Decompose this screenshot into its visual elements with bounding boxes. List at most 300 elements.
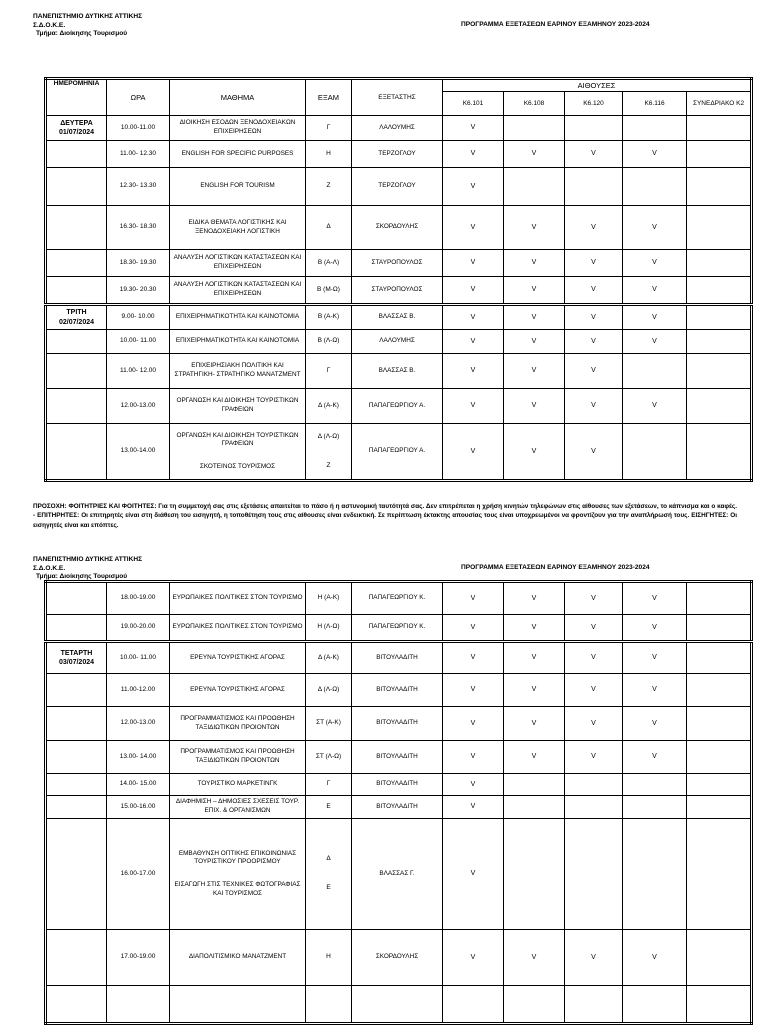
school-name: Σ.Δ.Ο.Κ.Ε.	[33, 21, 66, 29]
semester-cell	[306, 141, 352, 168]
room-header: ΣΥΝΕΔΡΙΑΚΟ Κ2	[687, 92, 752, 116]
room-check-cell: V	[504, 707, 565, 741]
school-name: Σ.Δ.Ο.Κ.Ε.	[33, 564, 66, 572]
room-check-cell: V	[504, 277, 565, 305]
schedule-row	[46, 674, 752, 707]
schedule-row	[46, 330, 752, 354]
date-cell	[46, 819, 107, 930]
room-check-cell	[565, 774, 623, 796]
course-name: ENGLISH FOR SPECIFIC PURPOSES	[181, 149, 294, 157]
room-check-cell	[687, 642, 752, 674]
room-header: Κ6.116	[623, 92, 687, 116]
course-cell	[170, 930, 306, 986]
room-check-cell: V	[443, 168, 504, 206]
semester-code: Ε	[326, 802, 331, 810]
semester-cell	[306, 796, 352, 819]
room-check-cell: V	[565, 930, 623, 986]
room-check-cell: V	[504, 582, 565, 615]
course-cell	[170, 389, 306, 424]
schedule-table-page2	[44, 580, 753, 1025]
course-cell	[170, 424, 306, 481]
course-name: ΑΝΑΛΥΣΗ ΛΟΓΙΣΤΙΚΩΝ ΚΑΤΑΣΤΑΣΕΩΝ ΚΑΙ ΕΠΙΧΕΙΡΗΣΕΩΝ	[173, 254, 302, 270]
semester-cell	[306, 819, 352, 930]
date-cell	[46, 707, 107, 741]
semester-code: ΣΤ (Λ-Ω)	[315, 752, 342, 760]
semester-code: Β (Α-Λ)	[317, 258, 340, 266]
course-name: ΕΙΔΙΚΑ ΘΕΜΑΤΑ ΛΟΓΙΣΤΙΚΗΣ ΚΑΙ ΞΕΝΟΔΟΧΕΙΑΚΗ ΛΟΓΙΣΤΙΚΗ	[188, 218, 287, 235]
exam-notice: ΠΡΟΣΟΧΗ: ΦΟΙΤΗΤΡΙΕΣ ΚΑΙ ΦΟΙΤΗΤΕΣ: Για τη συμμετοχή σας στις εξετάσεις απαιτείται το πάσο ή η αστυνομική ταυτότητά σας. Δεν επιτρέπεται η χρήση κινητών τηλεφώνων στις αίθουσες των εξετάσεων, το κάπνισμα και ο καφές. - ΕΠΙΤΗΡΗΤΕΣ: Οι επιτηρητές είναι στη διάθεση του εισηγητή, η τοποθέτηση τους στις αίθουσες είναι ενδεικτική. Σε περίπτωση έκτακτης απουσίας τους είναι υποχρεωμένοι να φροντίζουν για την αναπλήρωσή τους. ΕΙΣΗΓΗΤΕΣ: Οι εισηγητές είναι και επόπτες.	[33, 503, 737, 529]
room-check-cell: V	[504, 330, 565, 354]
room-check-cell	[623, 354, 687, 389]
semester-code: Η (Λ-Ω)	[317, 623, 340, 631]
room-check-cell	[504, 796, 565, 819]
date-cell	[46, 424, 107, 481]
semester-cell	[306, 424, 352, 481]
room-header: Κ6.101	[443, 92, 504, 116]
semester-code: Δ (Α-Κ)	[318, 653, 339, 661]
semester-code: Δ (Α-Κ)	[318, 401, 339, 409]
room-check-cell	[623, 116, 687, 141]
examiner-cell: ΣΚΟΡΔΟΥΛΗΣ	[352, 930, 443, 986]
schedule-row	[46, 986, 752, 1024]
semester-cell	[306, 930, 352, 986]
room-check-cell: V	[443, 354, 504, 389]
date-cell	[46, 305, 107, 330]
empty-cell	[170, 986, 306, 1024]
room-check-cell: V	[504, 250, 565, 277]
room-check-cell	[504, 819, 565, 930]
time-cell: 11.00- 12.00	[107, 354, 170, 389]
semester-cell	[306, 168, 352, 206]
room-check-cell: V	[623, 615, 687, 642]
room-check-cell: V	[504, 741, 565, 774]
examiner-cell: ΒΙΤΟΥΛΑΔΙΤΗ	[352, 707, 443, 741]
semester-code: Δ	[326, 223, 331, 231]
empty-cell	[504, 986, 565, 1024]
course-cell	[170, 741, 306, 774]
room-check-cell: V	[443, 389, 504, 424]
room-check-cell: V	[443, 741, 504, 774]
semester-cell	[306, 250, 352, 277]
course-name: ΕΠΙΧΕΙΡΗΜΑΤΙΚΟΤΗΤΑ ΚΑΙ ΚΑΙΝΟΤΟΜΙΑ	[175, 337, 300, 345]
room-check-cell: V	[443, 930, 504, 986]
schedule-row	[46, 305, 752, 330]
semester-code: Δ (Λ-Ω)	[317, 685, 340, 693]
course-name: ENGLISH FOR TOURISM	[200, 182, 275, 190]
room-check-cell: V	[504, 141, 565, 168]
course-cell	[170, 168, 306, 206]
room-check-cell	[687, 774, 752, 796]
room-check-cell	[687, 330, 752, 354]
semester-code: Η	[326, 953, 331, 961]
course-name: ΔΙΟΙΚΗΣΗ ΕΣΟΔΩΝ ΞΕΝΟΔΟΧΕΙΑΚΩΝ ΕΠΙΧΕΙΡΗΣΕΩΝ	[179, 119, 296, 135]
semester-code: Η	[326, 149, 331, 157]
room-check-cell: V	[623, 674, 687, 707]
room-check-cell	[687, 305, 752, 330]
room-check-cell: V	[565, 741, 623, 774]
room-check-cell: V	[565, 277, 623, 305]
room-check-cell	[623, 168, 687, 206]
empty-cell	[623, 986, 687, 1024]
rooms-group-header: ΑΙΘΟΥΣΕΣ	[443, 79, 752, 92]
program-title: ΠΡΟΓΡΑΜΜΑ ΕΞΕΤΑΣΕΩΝ ΕΑΡΙΝΟΥ ΕΞΑΜΗΝΟΥ 2023-2024	[461, 564, 650, 571]
time-cell: 10.00- 11.00	[107, 330, 170, 354]
semester-cell	[306, 642, 352, 674]
date-cell	[46, 796, 107, 819]
schedule-row	[46, 819, 752, 930]
empty-cell	[687, 986, 752, 1024]
course-cell	[170, 305, 306, 330]
schedule-row	[46, 796, 752, 819]
semester-code: Γ	[326, 366, 331, 374]
time-cell: 11.00- 12.30	[107, 141, 170, 168]
course-cell	[170, 707, 306, 741]
time-cell: 11.00-12.00	[107, 674, 170, 707]
course-cell	[170, 116, 306, 141]
course-name: ΔΙΑΠΟΛΙΤΙΣΜΙΚΟ ΜΑΝΑΤΖΜΕΝΤ	[188, 953, 287, 961]
col-semester-header: ΕΞΑΜ	[306, 79, 352, 116]
room-check-cell: V	[443, 582, 504, 615]
course-name: ΕΙΣΑΓΩΓΗ ΣΤΙΣ ΤΕΧΝΙΚΕΣ ΦΩΤΟΓΡΑΦΙΑΣ ΚΑΙ ΤΟΥΡΙΣΜΟΣ	[174, 881, 301, 897]
semester-code: Δ	[326, 855, 331, 863]
schedule-row	[46, 930, 752, 986]
course-cell	[170, 819, 306, 930]
course-name: ΑΝΑΛΥΣΗ ΛΟΓΙΣΤΙΚΩΝ ΚΑΤΑΣΤΑΣΕΩΝ ΚΑΙ ΕΠΙΧΕΙΡΗΣΕΩΝ	[173, 281, 302, 297]
room-check-cell	[687, 141, 752, 168]
examiner-cell: ΒΛΑΣΣΑΣ Γ.	[352, 819, 443, 930]
examiner-cell: ΒΛΑΣΣΑΣ Β.	[352, 305, 443, 330]
room-check-cell	[687, 168, 752, 206]
course-name: ΕΡΕΥΝΑ ΤΟΥΡΙΣΤΙΚΗΣ ΑΓΟΡΑΣ	[190, 685, 285, 693]
room-check-cell: V	[443, 206, 504, 250]
room-check-cell: V	[565, 615, 623, 642]
date-cell	[46, 354, 107, 389]
room-check-cell: V	[443, 330, 504, 354]
course-name: ΟΡΓΑΝΩΣΗ ΚΑΙ ΔΙΟΙΚΗΣΗ ΤΟΥΡΙΣΤΙΚΩΝ ΓΡΑΦΕΙΩΝ	[176, 397, 299, 413]
program-title: ΠΡΟΓΡΑΜΜΑ ΕΞΕΤΑΣΕΩΝ ΕΑΡΙΝΟΥ ΕΞΑΜΗΝΟΥ 2023-2024	[461, 21, 650, 28]
course-name: ΕΥΡΩΠΑΙΚΕΣ ΠΟΛΙΤΙΚΕΣ ΣΤΟΝ ΤΟΥΡΙΣΜΟ	[172, 623, 303, 631]
room-check-cell	[687, 424, 752, 481]
semester-cell	[306, 389, 352, 424]
schedule-row	[46, 206, 752, 250]
time-cell: 18.00-19.00	[107, 582, 170, 615]
room-check-cell: V	[565, 141, 623, 168]
schedule-row	[46, 707, 752, 741]
course-cell	[170, 206, 306, 250]
examiner-cell: ΒΛΑΣΣΑΣ Β.	[352, 354, 443, 389]
course-name: ΕΠΙΧΕΙΡΗΜΑΤΙΚΟΤΗΤΑ ΚΑΙ ΚΑΙΝΟΤΟΜΙΑ	[175, 313, 300, 321]
schedule-row	[46, 116, 752, 141]
examiner-cell: ΣΤΑΥΡΟΠΟΥΛΟΣ	[352, 250, 443, 277]
room-check-cell	[623, 819, 687, 930]
course-name: ΣΚΟΤΕΙΝΟΣ ΤΟΥΡΙΣΜΟΣ	[199, 462, 276, 470]
room-header: Κ6.120	[565, 92, 623, 116]
room-check-cell	[623, 774, 687, 796]
room-check-cell: V	[565, 389, 623, 424]
schedule-row	[46, 582, 752, 615]
room-check-cell: V	[623, 389, 687, 424]
semester-cell	[306, 206, 352, 250]
room-check-cell: V	[504, 642, 565, 674]
room-check-cell: V	[443, 250, 504, 277]
examiner-cell: ΒΙΤΟΥΛΑΔΙΤΗ	[352, 796, 443, 819]
empty-cell	[306, 986, 352, 1024]
examiner-cell: ΛΑΛΟΥΜΗΣ	[352, 330, 443, 354]
room-check-cell	[565, 796, 623, 819]
room-check-cell: V	[443, 819, 504, 930]
date-cell	[46, 582, 107, 615]
examiner-cell: ΣΚΟΡΔΟΥΛΗΣ	[352, 206, 443, 250]
page1-header	[33, 13, 142, 39]
room-check-cell: V	[504, 424, 565, 481]
course-name: ΟΡΓΑΝΩΣΗ ΚΑΙ ΔΙΟΙΚΗΣΗ ΤΟΥΡΙΣΤΙΚΩΝ ΓΡΑΦΕΙΩΝ	[176, 431, 299, 448]
time-cell: 16.00-17.00	[107, 819, 170, 930]
examiner-cell: ΠΑΠΑΓΕΩΡΓΙΟΥ Κ.	[352, 582, 443, 615]
time-cell: 13.00- 14.00	[107, 741, 170, 774]
examiner-cell: ΒΙΤΟΥΛΑΔΙΤΗ	[352, 774, 443, 796]
room-check-cell: V	[565, 424, 623, 481]
day-name: ΤΡΙΤΗ	[66, 309, 87, 317]
semester-cell	[306, 582, 352, 615]
room-check-cell: V	[623, 250, 687, 277]
examiner-cell: ΤΕΡΖΟΓΛΟΥ	[352, 168, 443, 206]
semester-cell	[306, 774, 352, 796]
time-cell: 14.00- 15.00	[107, 774, 170, 796]
department-name: Τμήμα: Διοίκησης Τουρισμού	[36, 573, 128, 581]
course-name: ΕΠΙΧΕΙΡΗΣΙΑΚΗ ΠΟΛΙΤΙΚΗ ΚΑΙ ΣΤΡΑΤΗΓΙΚΗ- ΣΤΡΑΤΗΓΙΚΟ ΜΑΝΑΤΖΜΕΝΤ	[174, 362, 301, 378]
room-check-cell	[687, 707, 752, 741]
room-check-cell	[687, 354, 752, 389]
course-cell	[170, 796, 306, 819]
room-check-cell	[687, 930, 752, 986]
schedule-row	[46, 389, 752, 424]
schedule-row	[46, 642, 752, 674]
room-check-cell: V	[565, 354, 623, 389]
examiner-cell: ΒΙΤΟΥΛΑΔΙΤΗ	[352, 674, 443, 707]
schedule-row	[46, 277, 752, 305]
semester-code: Ζ	[326, 461, 331, 469]
room-check-cell	[504, 168, 565, 206]
time-cell: 17.00-19.00	[107, 930, 170, 986]
semester-cell	[306, 116, 352, 141]
schedule-row	[46, 741, 752, 774]
time-cell: 10.00-11.00	[107, 116, 170, 141]
room-check-cell	[687, 741, 752, 774]
examiner-cell: ΛΑΛΟΥΜΗΣ	[352, 116, 443, 141]
col-course-header: ΜΑΘΗΜΑ	[170, 79, 306, 116]
course-name: ΕΥΡΩΠΑΙΚΕΣ ΠΟΛΙΤΙΚΕΣ ΣΤΟΝ ΤΟΥΡΙΣΜΟ	[172, 594, 303, 602]
schedule-row	[46, 141, 752, 168]
time-cell: 12.00-13.00	[107, 389, 170, 424]
course-name: ΕΜΒΑΘΥΝΣΗ ΟΠΤΙΚΗΣ ΕΠΙΚΟΙΝΩΝΙΑΣ ΤΟΥΡΙΣΤΙΚΟΥ ΠΡΟΟΡΙΣΜΟΥ	[178, 849, 297, 866]
room-check-cell: V	[443, 674, 504, 707]
date-cell	[46, 930, 107, 986]
room-check-cell	[687, 796, 752, 819]
date-cell	[46, 141, 107, 168]
col-examiner-header: ΕΞΕΤΑΣΤΗΣ	[352, 79, 443, 116]
schedule-row	[46, 354, 752, 389]
room-check-cell: V	[443, 615, 504, 642]
university-name: ΠΑΝΕΠΙΣΤΗΜΙΟ ΔΥΤΙΚΗΣ ΑΤΤΙΚΗΣ	[33, 556, 143, 563]
course-cell	[170, 642, 306, 674]
course-cell	[170, 582, 306, 615]
examiner-cell: ΣΤΑΥΡΟΠΟΥΛΟΣ	[352, 277, 443, 305]
course-name: ΠΡΟΓΡΑΜΜΑΤΙΣΜΟΣ ΚΑΙ ΠΡΟΩΘΗΣΗ ΤΑΞΙΔΙΩΤΙΚΩΝ ΠΡΟΙΟΝΤΩΝ	[180, 748, 295, 764]
room-check-cell	[687, 116, 752, 141]
course-cell	[170, 141, 306, 168]
date-cell	[46, 206, 107, 250]
room-check-cell: V	[565, 250, 623, 277]
semester-cell	[306, 354, 352, 389]
time-cell: 12.00-13.00	[107, 707, 170, 741]
room-check-cell: V	[504, 930, 565, 986]
room-check-cell: V	[443, 277, 504, 305]
semester-cell	[306, 615, 352, 642]
course-cell	[170, 250, 306, 277]
date-cell	[46, 277, 107, 305]
room-check-cell: V	[623, 277, 687, 305]
time-cell: 16.30- 18.30	[107, 206, 170, 250]
semester-cell	[306, 674, 352, 707]
room-header: Κ6.108	[504, 92, 565, 116]
room-check-cell: V	[504, 674, 565, 707]
date-cell	[46, 330, 107, 354]
room-check-cell	[687, 277, 752, 305]
course-name: ΤΟΥΡΙΣΤΙΚΟ ΜΑΡΚΕΤΙΝΓΚ	[197, 780, 278, 788]
col-time-header: ΩΡΑ	[107, 79, 170, 116]
room-check-cell	[565, 168, 623, 206]
room-check-cell: V	[623, 707, 687, 741]
exam-date: 03/07/2024	[58, 659, 95, 666]
room-check-cell	[687, 582, 752, 615]
time-cell: 9.00- 10.00	[107, 305, 170, 330]
room-check-cell: V	[565, 206, 623, 250]
room-check-cell	[687, 674, 752, 707]
date-cell	[46, 741, 107, 774]
department-name: Τμήμα: Διοίκησης Τουρισμού	[36, 30, 128, 38]
room-check-cell: V	[504, 354, 565, 389]
semester-code: Η (Α-Κ)	[317, 594, 340, 602]
room-check-cell: V	[565, 707, 623, 741]
time-cell: 19.00-20.00	[107, 615, 170, 642]
course-cell	[170, 330, 306, 354]
room-check-cell	[687, 615, 752, 642]
room-check-cell: V	[443, 796, 504, 819]
room-check-cell: V	[565, 642, 623, 674]
semester-cell	[306, 707, 352, 741]
university-name: ΠΑΝΕΠΙΣΤΗΜΙΟ ΔΥΤΙΚΗΣ ΑΤΤΙΚΗΣ	[33, 13, 143, 20]
day-name: ΔΕΥΤΕΡΑ	[60, 119, 93, 127]
semester-code: Β (Μ-Ω)	[317, 285, 340, 293]
empty-cell	[46, 986, 107, 1024]
course-cell	[170, 615, 306, 642]
room-check-cell: V	[623, 642, 687, 674]
room-check-cell: V	[443, 642, 504, 674]
room-check-cell	[504, 774, 565, 796]
room-check-cell: V	[443, 116, 504, 141]
exam-date: 02/07/2024	[58, 318, 95, 326]
examiner-cell: ΤΕΡΖΟΓΛΟΥ	[352, 141, 443, 168]
room-check-cell: V	[623, 141, 687, 168]
room-check-cell: V	[623, 206, 687, 250]
schedule-table-page1	[44, 77, 753, 482]
semester-code: Ζ	[326, 182, 331, 190]
room-check-cell	[687, 250, 752, 277]
room-check-cell	[565, 819, 623, 930]
semester-cell	[306, 741, 352, 774]
date-cell	[46, 615, 107, 642]
date-cell	[46, 116, 107, 141]
room-check-cell	[687, 389, 752, 424]
date-cell	[46, 774, 107, 796]
time-cell: 15.00-16.00	[107, 796, 170, 819]
date-cell	[46, 168, 107, 206]
room-check-cell: V	[443, 305, 504, 330]
schedule-row	[46, 168, 752, 206]
room-check-cell: V	[623, 930, 687, 986]
col-date-header: ΗΜΕΡΟΜΗΝΙΑ	[46, 79, 107, 116]
room-check-cell: V	[443, 707, 504, 741]
empty-cell	[107, 986, 170, 1024]
schedule-row	[46, 250, 752, 277]
room-check-cell: V	[443, 141, 504, 168]
room-check-cell: V	[565, 674, 623, 707]
room-check-cell	[687, 206, 752, 250]
empty-cell	[352, 986, 443, 1024]
room-check-cell: V	[443, 774, 504, 796]
semester-code: Δ (Λ-Ω)	[317, 432, 340, 440]
date-cell	[46, 250, 107, 277]
time-cell: 19.30- 20.30	[107, 277, 170, 305]
schedule-row	[46, 615, 752, 642]
page2-header	[33, 556, 142, 582]
semester-code: ΣΤ (Α-Κ)	[316, 719, 341, 727]
schedule-row	[46, 424, 752, 481]
empty-cell	[565, 986, 623, 1024]
course-name: ΕΡΕΥΝΑ ΤΟΥΡΙΣΤΙΚΗΣ ΑΓΟΡΑΣ	[190, 653, 285, 661]
semester-cell	[306, 277, 352, 305]
date-cell	[46, 674, 107, 707]
date-cell	[46, 642, 107, 674]
semester-code: Β (Λ-Ω)	[317, 337, 340, 345]
room-check-cell	[565, 116, 623, 141]
course-cell	[170, 277, 306, 305]
date-cell	[46, 389, 107, 424]
day-name: ΤΕΤΑΡΤΗ	[60, 649, 93, 657]
room-check-cell: V	[504, 389, 565, 424]
semester-code: Ε	[326, 884, 331, 891]
room-check-cell: V	[623, 330, 687, 354]
semester-code: Γ	[326, 780, 331, 788]
course-cell	[170, 774, 306, 796]
time-cell: 10.00- 11.00	[107, 642, 170, 674]
time-cell: 12.30- 13.30	[107, 168, 170, 206]
room-check-cell	[623, 424, 687, 481]
course-name: ΔΙΑΦΗΜΙΣΗ – ΔΗΜΟΣΙΕΣ ΣΧΕΣΕΙΣ ΤΟΥΡ. ΕΠΙΧ. & ΟΡΓΑΝΙΣΜΩΝ	[175, 798, 300, 814]
semester-cell	[306, 330, 352, 354]
course-cell	[170, 674, 306, 707]
room-check-cell: V	[565, 305, 623, 330]
room-check-cell	[623, 796, 687, 819]
examiner-cell: ΠΑΠΑΓΕΩΡΓΙΟΥ Α.	[352, 424, 443, 481]
room-check-cell	[504, 116, 565, 141]
semester-code: Β (Α-Κ)	[317, 313, 340, 321]
semester-cell	[306, 305, 352, 330]
course-name: ΠΡΟΓΡΑΜΜΑΤΙΣΜΟΣ ΚΑΙ ΠΡΟΩΘΗΣΗ ΤΑΞΙΔΙΩΤΙΚΩΝ ΠΡΟΙΟΝΤΩΝ	[180, 714, 295, 731]
room-check-cell: V	[565, 582, 623, 615]
room-check-cell: V	[623, 305, 687, 330]
examiner-cell: ΠΑΠΑΓΕΩΡΓΙΟΥ Α.	[352, 389, 443, 424]
